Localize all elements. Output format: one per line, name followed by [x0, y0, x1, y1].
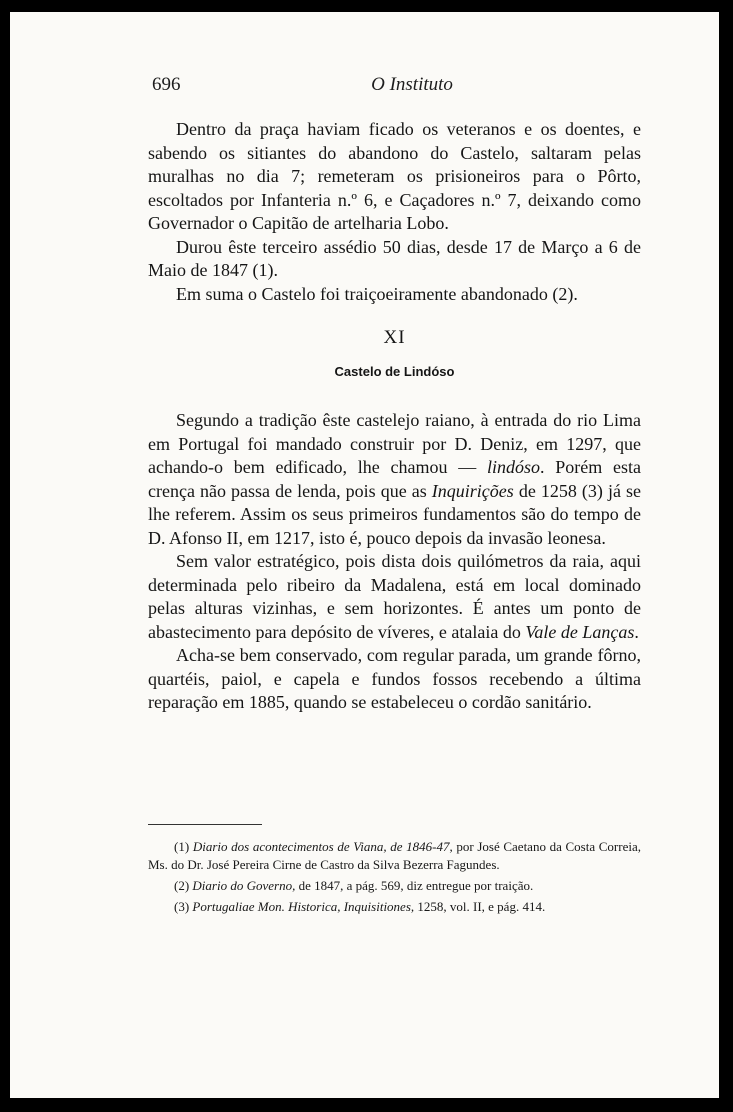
section-number: XI: [383, 327, 406, 348]
term-lindoso: lindóso: [486, 457, 540, 477]
page-header: [152, 74, 672, 104]
footnote-divider: [148, 824, 262, 825]
paragraph-assedio: Durou êste terceiro assédio 50 dias, desde 17 de Março a 6 de Maio de 1847 (1).: [148, 236, 641, 280]
footnote-1: (1) Diario dos acontecimentos de Viana, de 1846-47, por José Caetano da Costa Correia, Ms. do Dr. José Pereira Cirne de Castro da Silva Bezerra Fagundes.: [148, 839, 641, 872]
term-inquiricoes: Inquirições: [431, 480, 514, 501]
paragraph-tradicao: Segundo a tradição êste castelejo raiano, à entrada do rio Lima em Portugal foi mandado construir por D. Deniz, em 1297, que achando-o bem edificado, lhe chamou — lindóso. Porém esta crença não passa de lenda, pois que as Inquirições de 1258 (3) já se lhe referem. Assim os seus primeiros fundamentos são do tempo de D. Afonso II, em 1217, isto é, pouco depois da invasão leonesa.: [148, 410, 641, 548]
footnote-2: (2) Diario do Governo, de 1847, a pág. 569, diz entregue por traição.: [174, 878, 534, 893]
book-page: [10, 12, 719, 1098]
paragraph-conservado: Acha-se bem conservado, com regular parada, um grande fôrno, quartéis, paiol, e capela e fundos fossos recebendo a última reparação em 1885, quando se estabeleceu o cordão sanitário.: [148, 645, 641, 712]
paragraph-veteranos: Dentro da praça haviam ficado os veteranos e os doentes, e sabendo os sitiantes do abandono do Castelo, saltaram pelas muralhas no dia 7; remeteram os prisioneiros para o Pôrto, escoltados por Infanteria n.º 6, e Caçadores n.º 7, deixando como Governador o Capitão de artelharia Lobo.: [148, 119, 641, 233]
paragraph-abandonado: Em suma o Castelo foi traiçoeiramente abandonado (2).: [176, 283, 578, 304]
term-vale-de-lancas: Vale de Lanças: [525, 621, 635, 642]
footnotes: [148, 838, 641, 919]
running-title: O Instituto: [371, 74, 453, 95]
footnote-3: (3) Portugaliae Mon. Historica, Inquisitiones, 1258, vol. II, e pág. 414.: [174, 899, 546, 914]
main-text: [148, 118, 641, 715]
page-number: 696: [152, 74, 181, 95]
section-title: Castelo de Lindóso: [334, 363, 455, 379]
paragraph-valor: Sem valor estratégico, pois dista dois quilómetros da raia, aqui determinada pelo ribeiro da Madalena, está em local dominado pelas alturas vizinhas, e sem horizontes. É antes um ponto de abastecimento para depósito de víveres, e atalaia do Vale de Lanças.: [148, 551, 641, 642]
